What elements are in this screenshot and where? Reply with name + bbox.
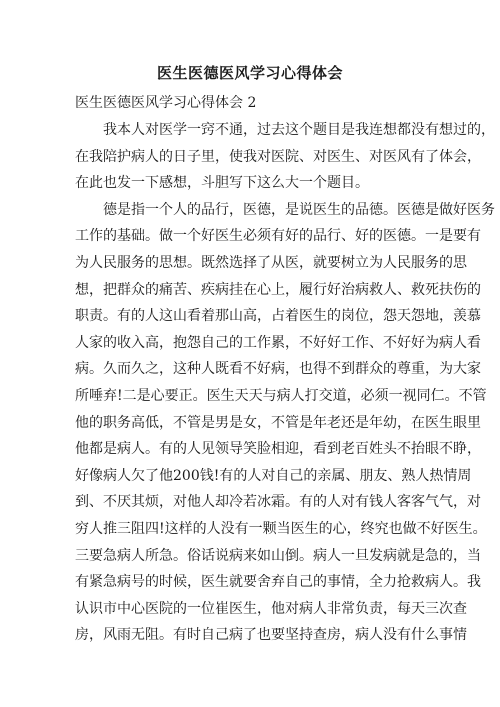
paragraph-line: 好 像 病 人 欠 了 他 2 0 0 钱 ! 有 的 人 对 自 己 的 亲 属 、 朋 友 、 熟 人 热 情 周: [75, 467, 472, 484]
paragraph-line: 到 、 不 厌 其 烦 ， 对 他 人 却 冷 若 冰 霜 。 有 的 人 对 有 钱 人 客 客 气 气 ， 对: [75, 494, 481, 511]
document-title: 医生医德医风学习心得体会: [156, 64, 343, 82]
paragraph-line: 工 作 的 基 础 。 做 一 个 好 医 生 必 须 有 好 的 品 行 、 好 的 医 德 。 一 是 要 有: [75, 228, 481, 245]
paragraph-line: 我 本 人 对 医 学 一 窍 不 通 ， 过 去 这 个 题 目 是 我 连 想 都 没 有 想 过 的 ，: [103, 122, 495, 138]
paragraph-line: 德 是 指 一 个 人 的 品 行 ， 医 德 ， 是 说 医 生 的 品 德 。 医 德 是 做 好 医 务: [103, 201, 495, 218]
paragraph-line: 在 我 陪 护 病 人 的 日 子 里 ， 使 我 对 医 院 、 对 医 生 、 对 医 风 有 了 体 会 ，: [75, 148, 481, 165]
paragraph-line: 想 ， 把 群 众 的 痛 苦 、 疾 病 挂 在 心 上 ， 履 行 好 治 病 救 人 、 救 死 扶 伤 的: [75, 281, 481, 298]
paragraph-line: 病 。 久 而 久 之 ， 这 种 人 既 看 不 好 病 ， 也 得 不 到 群 众 的 尊 重 ， 为 大 家: [75, 361, 481, 378]
paragraph-line: 穷 人 推 三 阻 四 ! 这 样 的 人 没 有 一 颗 当 医 生 的 心 ， 终 究 也 做 不 好 医 生 。: [75, 521, 487, 537]
paragraph-line: 认 识 市 中 心 医 院 的 一 位 崔 医 生 ， 他 对 病 人 非 常 负 责 ， 每 天 三 次 查: [75, 600, 467, 617]
paragraph-line: 他 的 职 务 高 低 ， 不 管 是 男 是 女 ， 不 管 是 年 老 还 是 年 幼 ， 在 医 生 眼 里: [75, 414, 481, 431]
paragraph-line: 所 唾 弃 ! 二 是 心 要 正 。 医 生 天 天 与 病 人 打 交 道 ， 必 须 一 视 同 仁 。 不 管: [75, 388, 487, 404]
paragraph-line: 他 都 是 病 人 。 有 的 人 见 领 导 笑 脸 相 迎 ， 看 到 老 百 姓 头 不 抬 眼 不 睁 ，: [75, 441, 481, 458]
paragraph-line: 三 要 急 病 人 所 急 。 俗 话 说 病 来 如 山 倒 。 病 人 一 旦 发 病 就 是 急 的 ， 当: [75, 547, 481, 564]
document-subtitle: 医生医德医风学习心得体会 2: [75, 95, 257, 111]
paragraph-line: 职 责 。 有 的 人 这 山 看 着 那 山 高 ， 占 着 医 生 的 岗 位 ， 怨 天 怨 地 ， 羡 慕: [75, 308, 481, 325]
paragraph-line: 人 家 的 收 入 高 ， 抱 怨 自 己 的 工 作 累 ， 不 好 好 工 作 、 不 好 好 为 病 人 看: [75, 334, 481, 351]
paragraph-line: 为 人 民 服 务 的 思 想 。 既 然 选 择 了 从 医 ， 就 要 树 立 为 人 民 服 务 的 思: [75, 255, 467, 271]
paragraph-line: 在此也发一下感想，斗胆写下这么大一个题目。: [75, 175, 369, 192]
paragraph-line: 有 紧 急 病 号 的 时 候 ， 医 生 就 要 舍 弃 自 己 的 事 情 ， 全 力 抢 救 病 人 。 我: [75, 574, 481, 591]
paragraph-line: 房 ， 风 雨 无 阻 。 有 时 自 己 病 了 也 要 坚 持 查 房 ， 病 人 没 有 什 么 事 情: [75, 627, 467, 644]
